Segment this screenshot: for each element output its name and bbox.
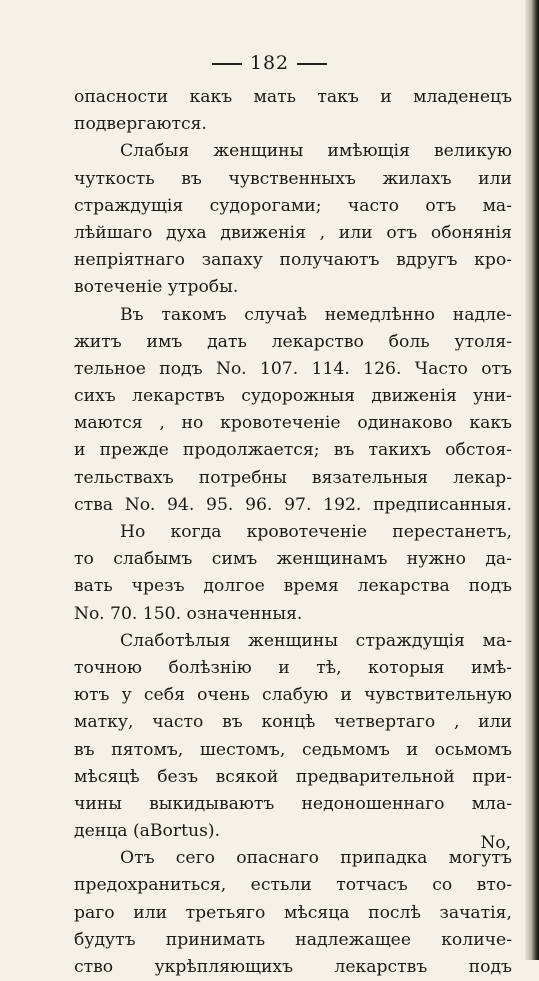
- text-line: и прежде продолжается; въ такихъ обстоя-: [74, 440, 512, 461]
- text-line: тельное подъ No. 107. 114. 126. Часто отъ: [74, 358, 512, 379]
- header-dash-left: [212, 63, 242, 65]
- text-line: мѣсяцѣ безъ всякой предварительной при-: [74, 766, 512, 787]
- text-line: ство укрѣпляющихъ лекарствъ подъ: [74, 957, 512, 977]
- text-line: Слаботѣлыя женщины страждущія ма-: [120, 630, 512, 651]
- text-line: Но когда кровотеченіе перестанетъ,: [120, 522, 512, 542]
- text-line: непріятнаго запаху получаютъ вдругъ кро-: [74, 250, 512, 271]
- text-line: маются , но кровотеченіе одинаково какъ: [74, 413, 512, 434]
- text-line: Въ такомъ случаѣ немедлѣнно надле-: [120, 304, 512, 325]
- text-line: раго или третьяго мѣсяца послѣ зачатія,: [74, 902, 512, 923]
- page-number: 182: [249, 52, 290, 74]
- text-line: лѣйшаго духа движенія , или отъ обонянія: [74, 222, 512, 243]
- text-line: чины выкидываютъ недоношеннаго мла-: [74, 793, 512, 814]
- text-line: No. 70. 150. означенныя.: [74, 603, 303, 624]
- text-line: вать чрезъ долгое время лекарства подъ: [74, 576, 512, 597]
- text-line: Отъ сего опаснаго припадка могутъ: [120, 848, 512, 869]
- text-line: Слабыя женщины имѣющія великую: [120, 141, 512, 162]
- text-line: опасности какъ мать такъ и младенецъ: [74, 87, 512, 107]
- text-line: подвергаются.: [74, 114, 207, 135]
- text-line: ютъ у себя очень слабую и чувствительную: [74, 685, 512, 706]
- text-line: вотеченіе утробы.: [74, 277, 239, 298]
- text-line: матку, часто въ концѣ четвертаго , или: [74, 712, 512, 733]
- header-dash-right: [297, 63, 327, 65]
- text-line: ства No. 94. 95. 96. 97. 192. предписанныя.: [74, 494, 512, 515]
- text-line: житъ имъ дать лекарство боль утоля-: [74, 331, 512, 352]
- text-line: денца (aBortus).: [74, 821, 221, 842]
- body-text: [74, 84, 512, 981]
- catchword: No,: [480, 833, 511, 853]
- text-line: сихъ лекарствъ судорожныя движенія уни-: [74, 386, 512, 407]
- text-line: чуткость въ чувственныхъ жилахъ или: [74, 168, 512, 189]
- text-line: тельствахъ потребны вязательныя лекар-: [74, 467, 512, 488]
- text-line: будутъ принимать надлежащее количе-: [74, 929, 512, 950]
- page-header: [0, 52, 539, 74]
- text-line: то слабымъ симъ женщинамъ нужно да-: [74, 549, 512, 570]
- text-line: точною болѣзнію и тѣ, которыя имѣ-: [74, 657, 512, 678]
- text-line: предохраниться, естьли тотчасъ со вто-: [74, 875, 512, 896]
- text-line: въ пятомъ, шестомъ, седьмомъ и осьмомъ: [74, 739, 512, 760]
- page-edge-shadow: [525, 0, 539, 960]
- text-line: страждущія судорогами; часто отъ ма-: [74, 195, 512, 216]
